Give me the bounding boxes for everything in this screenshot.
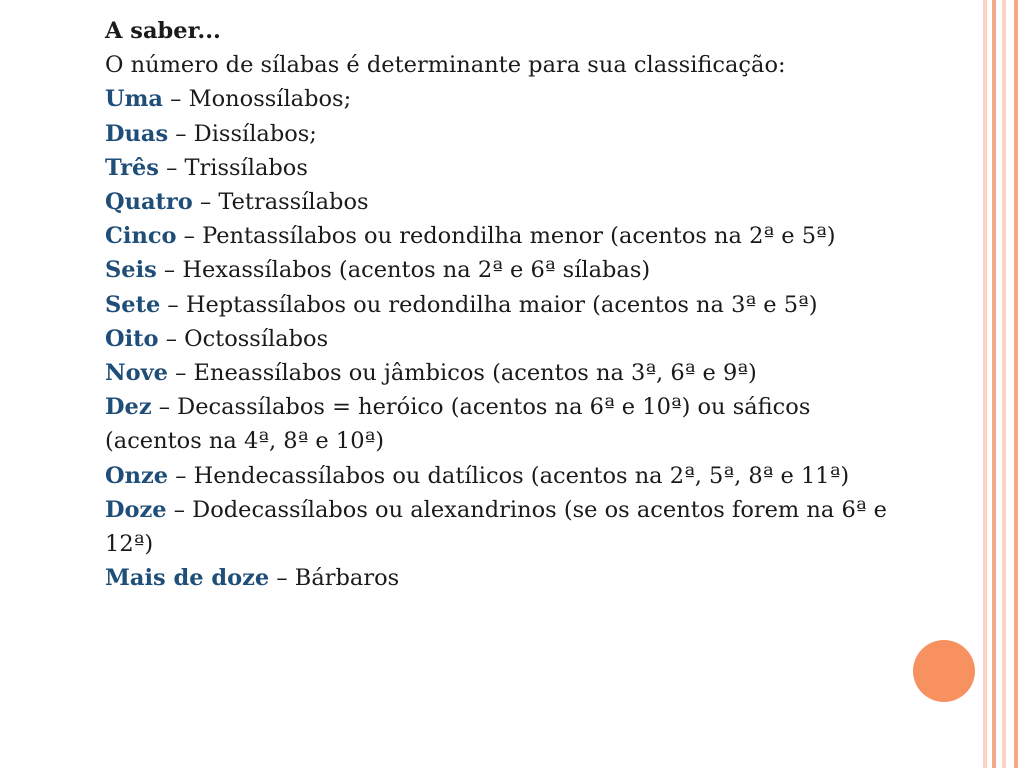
syllable-list-item [105,219,905,253]
syllable-list-item [105,117,905,151]
decorative-circle [913,640,975,702]
syllable-classification-text: – Dissílabos; [168,120,317,147]
syllable-classification-text: – Dodecassílabos ou alexandrinos (se os acentos forem na 6ª e 12ª) [105,496,887,558]
syllable-list-item [105,185,905,219]
syllable-count-label: Dez [105,394,152,421]
syllable-count-label: Oito [105,325,159,352]
stripe-2 [992,0,996,768]
syllable-classification-text: – Pentassílabos ou redondilha menor (acentos na 2ª e 5ª) [176,223,836,250]
syllable-classification-text: – Decassílabos = heróico (acentos na 6ª e 10ª) ou sáficos (acentos na 4ª, 8ª e 10ª) [105,394,811,455]
syllable-count-label: Quatro [105,189,193,216]
stripe-4 [1014,0,1018,768]
syllable-list-item [105,151,905,185]
decorative-stripes [980,0,1024,768]
syllable-classification-text: – Hendecassílabos ou datílicos (acentos na 2ª, 5ª, 8ª e 11ª) [168,462,850,489]
syllable-count-label: Nove [105,360,168,387]
syllable-classification-text: – Bárbaros [269,565,400,592]
stripe-1 [983,0,987,768]
syllable-list-item [105,322,905,356]
syllable-classification-text: – Heptassílabos ou redondilha maior (acentos na 3ª e 5ª) [160,291,818,318]
syllable-count-label: Duas [105,120,169,147]
syllable-count-label: Três [105,154,159,181]
syllable-classification-text: – Octossílabos [158,325,329,352]
syllable-list-item [105,288,905,322]
syllable-count-label: Sete [105,291,161,318]
syllable-list-item [105,493,905,561]
syllable-list-item [105,459,905,493]
syllable-count-label: Doze [105,496,167,523]
syllable-count-label: Mais de doze [105,565,270,592]
stripe-3 [1002,0,1006,768]
syllable-count-label: Seis [105,257,157,284]
syllable-list [105,82,905,595]
syllable-list-item [105,356,905,390]
syllable-count-label: Onze [105,462,169,489]
syllable-classification-text: – Tetrassílabos [192,189,369,216]
slide-title: A saber... [105,18,221,44]
syllable-classification-text: – Trissílabos [158,154,308,181]
syllable-list-item [105,253,905,287]
syllable-classification-text: – Hexassílabos (acentos na 2ª e 6ª sílabas) [156,257,651,284]
syllable-count-label: Uma [105,86,164,113]
slide-intro: O número de sílabas é determinante para sua classificação: [105,52,786,79]
syllable-classification-text: – Eneassílabos ou jâmbicos (acentos na 3ª, 6ª e 9ª) [167,360,757,387]
syllable-count-label: Cinco [105,223,177,250]
syllable-list-item [105,82,905,116]
syllable-list-item [105,561,905,595]
slide-content [105,14,905,595]
syllable-classification-text: – Monossílabos; [163,86,352,113]
syllable-list-item [105,390,905,458]
